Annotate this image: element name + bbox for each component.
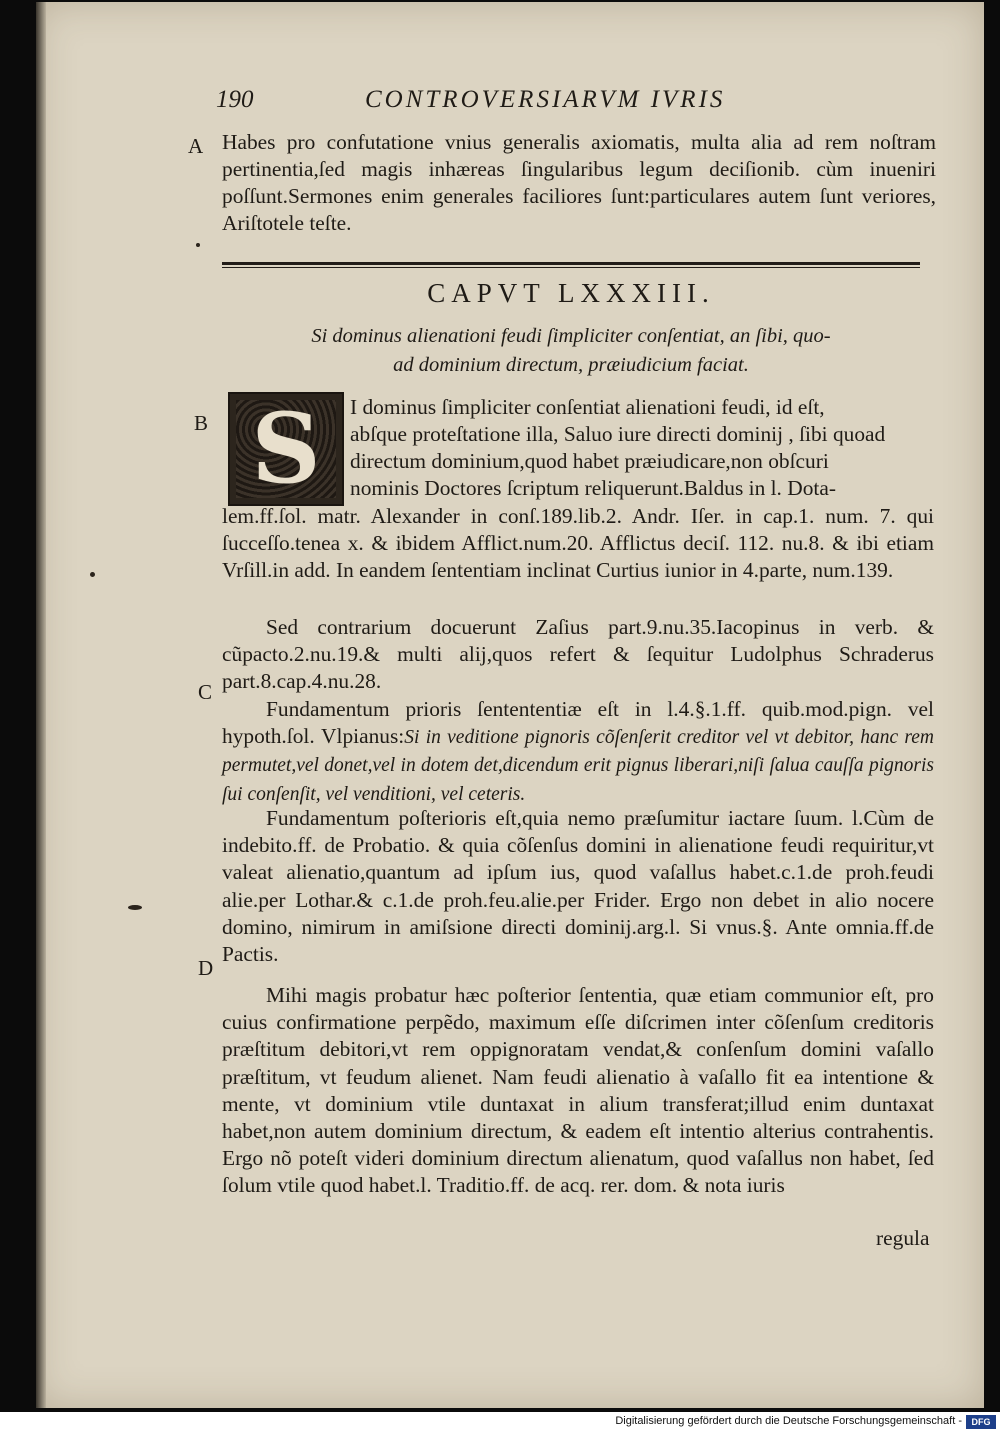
running-title: CONTROVERSIARVM IVRIS	[365, 86, 726, 113]
catchword: regula	[876, 1226, 930, 1250]
paragraph-contrarium-text: Sed contrarium docuerunt Zaſius part.9.nu.35.Iacopinus in verb. & cũpacto.2.nu.19.& multi alij,quos refert & ſequitur Ludolphus Schraderus part.8.cap.4.nu.28.	[222, 615, 934, 694]
ink-spot	[90, 572, 95, 577]
margin-letter-d: D	[198, 956, 214, 980]
ulpian-quotation: Si in veditione pignoris cõſenſerit creditor vel vt debitor, hanc rem permutet,vel donet,vel in dotem det,dicendum erit pignus liberari,niſi ſalua cauſſa pignoris ſui conſenſit, vel venditioni, vel ceteris.	[222, 727, 934, 805]
paragraph-fundamentum-posterioris	[222, 805, 934, 968]
paragraph-contrarium	[222, 614, 934, 696]
first-paragraph-line: I dominus ſimpliciter conſentiat alienationi feudi, id eſt,	[350, 395, 825, 419]
footer-credit: Digitalisierung gefördert durch die Deutsche Forschungsgemeinschaft -	[615, 1415, 962, 1427]
fundamentum-prioris-text: Fundamentum prioris ſentententiæ eſt in l.4.§.1.ff. quib.mod.pign. vel hypoth.ſol. Vlpianus:	[222, 697, 934, 749]
chapter-subtitle-line-2: ad dominium directum, præiudicium faciat.	[393, 354, 749, 376]
first-paragraph-line: abſque proteſtatione illa, Saluo iure directi dominij , ſibi quoad	[350, 422, 886, 446]
digitization-footer	[0, 1414, 1000, 1432]
margin-letter-a: A	[188, 134, 204, 158]
margin-letter-b: B	[194, 411, 209, 435]
chapter-subtitle-line-1: Si dominus alienationi feudi ſimpliciter conſentiat, an ſibi, quo-	[311, 325, 831, 347]
chapter-subtitle	[222, 322, 920, 380]
first-paragraph-line: directum dominium,quod habet præiudicare,non obſcuri	[350, 449, 829, 473]
section-rule	[222, 262, 920, 265]
ink-spot	[196, 243, 200, 247]
first-paragraph-line: nominis Doctores ſcriptum reliquerunt.Baldus in l. Dota-	[350, 476, 836, 500]
ink-spot	[128, 905, 142, 910]
paragraph-fundamentum-prioris	[222, 696, 934, 808]
section-rule-thin	[222, 267, 920, 268]
paragraph-mihi	[222, 982, 934, 1200]
opening-paragraph: Habes pro confutatione vnius generalis axiomatis, multa alia ad rem noſtram pertinentia,ſed magis inhæreas ſingularibus legum deciſionib. cùm inueniri poſſunt.Sermones enim generales faciliores ſunt:particulares autem ſunt veriores, Ariſtotele teſte.	[222, 130, 936, 235]
page-number: 190	[216, 86, 254, 113]
page-gutter	[36, 2, 46, 1408]
fundamentum-posterioris-text: Fundamentum poſterioris eſt,quia nemo præſumitur iactare ſuum. l.Cùm de indebito.ff. de Probatio. & quia cõſenſus domini in alienatione feudi requiritur,vt valeat alienatio,quantum ad ipſum ius, quod vaſallus habet.c.1.de proh.feudi alie.per Lothar.& c.1.de proh.feu.alie.per Frider. Ergo non debet in alio nocere domino, nimirum in amiſsione directi dominij.arg.l. Si vnus.§. Ante omnia.ff.de Pactis.	[222, 806, 934, 967]
first-paragraph-continuation: lem.ff.ſol. matr. Alexander in conſ.189.lib.2. Andr. Iſer. in cap.1. num. 7. qui ſucceſſo.tenea x. & ibidem Afflict.num.20. Afflictus deciſ. 112. nu.8. & ibi etiam Vrſill.in add. In eandem ſententiam inclinat Curtius iunior in 4.parte, num.139.	[222, 504, 934, 583]
paragraph-mihi-text: Mihi magis probatur hæc poſterior ſententia, quæ etiam communior eſt, pro cuius confirmatione perpẽdo, maximum eſſe diſcrimen inter cõſenſum creditoris præſtitum debitori,vt rem oppignoratam vendat,& conſenſum domini vaſallo præſtitum, vt feudum alienet. Nam feudi alienatio à vaſallo fit ea intentione & mente, vt dominium vtile duntaxat in alium transferat;illud enim duntaxat habet,non autem dominium directum, & eadem eſt intentio alterius contrahentis. Ergo nõ poteſt videri dominium directum alienatum, quod vaſallus non habet, ſed ſolum vtile quod habet.l. Traditio.ff. de acq. rer. dom. & nota iuris	[222, 983, 934, 1198]
dfg-logo-icon: DFG	[966, 1415, 996, 1429]
decorated-initial	[228, 392, 344, 506]
margin-letter-c: C	[198, 680, 213, 704]
drop-cap-letter: S	[251, 392, 321, 505]
chapter-heading: CAPVT LXXXIII.	[427, 278, 715, 308]
